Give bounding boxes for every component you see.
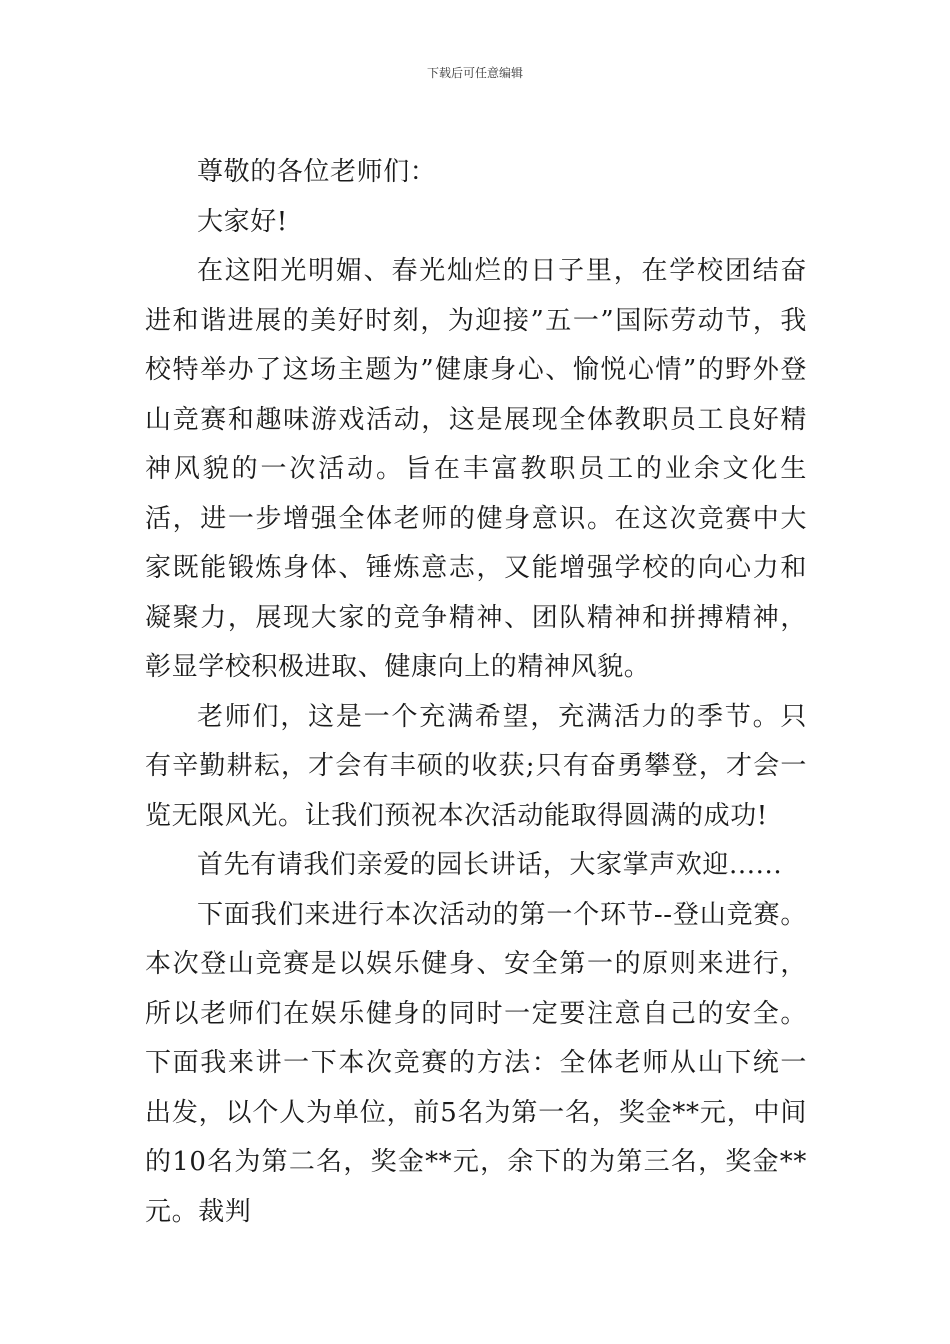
document-body [145,148,807,1237]
page-header-note: 下载后可任意编辑 [426,66,523,80]
salutation: 尊敬的各位老师们： [197,157,437,187]
paragraph-principal-speech: 首先有请我们亲爱的园长讲话，大家掌声欢迎...... [197,850,783,880]
greeting: 大家好! [197,206,288,237]
paragraph-opening: 在这阳光明媚、春光灿烂的日子里，在学校团结奋进和谐进展的美好时刻，为迎接”五一”国际劳动节，我校特举办了这场主题为”健康身心、愉悦心情”的野外登山竞赛和趣味游戏活动，这是展现全体教职员工良好精神风貌的一次活动。旨在丰富教职员工的业余文化生活，进一步增强全体老师的健身意识。在这次竞赛中大家既能锻炼身体、锤炼意志，又能增强学校的向心力和凝聚力，展现大家的竞争精神、团队精神和拼搏精神，彰显学校积极进取、健康向上的精神风貌。 [145,256,807,682]
paragraph-wishes: 老师们，这是一个充满希望，充满活力的季节。只有辛勤耕耘，才会有丰硕的收获;只有奋勇攀登，才会一览无限风光。让我们预祝本次活动能取得圆满的成功! [145,701,807,831]
paragraph-climbing-rules: 下面我们来进行本次活动的第一个环节--登山竞赛。本次登山竞赛是以娱乐健身、安全第一的原则来进行，所以老师们在娱乐健身的同时一定要注意自己的安全。下面我来讲一下本次竞赛的方法：全体老师从山下统一出发，以个人为单位，前5名为第一名，奖金**元，中间的10名为第二名，奖金**元，余下的为第三名，奖金**元。裁判 [145,899,807,1227]
